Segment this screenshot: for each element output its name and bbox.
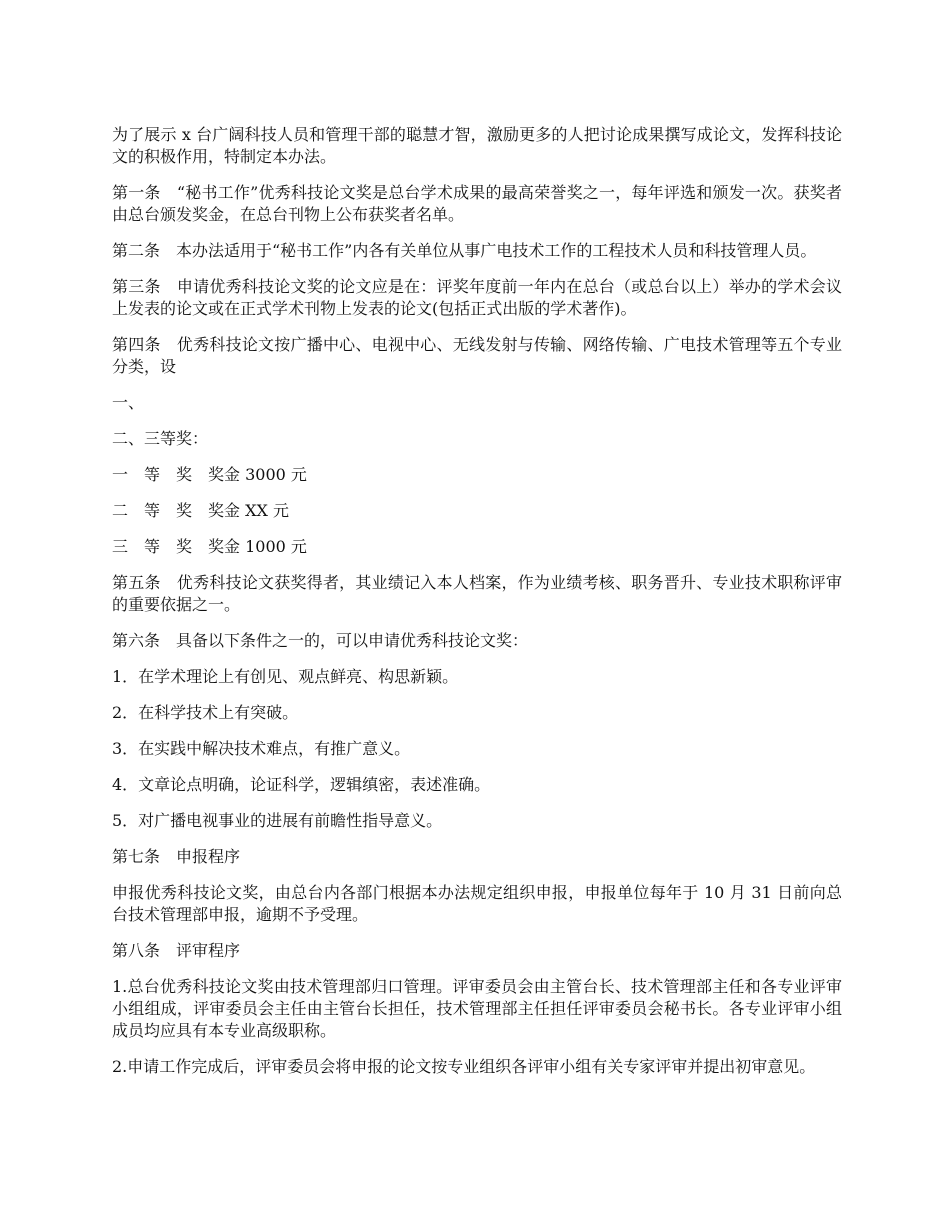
condition-5: 5．对广播电视事业的进展有前瞻性指导意义。 [112, 811, 443, 830]
award-level-heading-2: 二、三等奖： [112, 429, 209, 448]
article-8-heading: 第八条 评审程序 [112, 941, 241, 960]
first-prize-line: 一 等 奖 奖金 3000 元 [112, 465, 307, 484]
condition-3: 3．在实践中解决技术难点，有推广意义。 [112, 739, 411, 758]
article-1: 第一条 “秘书工作”优秀科技论文奖是总台学术成果的最高荣誉奖之一，每年评选和颁发一次。获奖者由总台颁发奖金，在总台刊物上公布获奖者名单。 [112, 183, 842, 224]
article-6: 第六条 具备以下条件之一的，可以申请优秀科技论文奖： [112, 631, 529, 650]
second-prize-line: 二 等 奖 奖金 XX 元 [112, 501, 289, 520]
award-level-heading-1: 一、 [112, 393, 145, 412]
document-body [112, 124, 842, 1092]
article-7-heading: 第七条 申报程序 [112, 847, 241, 866]
condition-4: 4．文章论点明确，论证科学，逻辑缜密，表述准确。 [112, 775, 491, 794]
third-prize-line: 三 等 奖 奖金 1000 元 [112, 537, 307, 556]
article-8-item-1: 1.总台优秀科技论文奖由技术管理部归口管理。评审委员会由主管台长、技术管理部主任和各专业评审小组组成，评审委员会主任由主管台长担任，技术管理部主任担任评审委员会秘书长。各专业评审小组成员均应具有本专业高级职称。 [112, 977, 842, 1040]
article-8-item-2: 2.申请工作完成后，评审委员会将申报的论文按专业组织各评审小组有关专家评审并提出初审意见。 [112, 1057, 816, 1076]
condition-2: 2．在科学技术上有突破。 [112, 703, 299, 722]
article-7-body: 申报优秀科技论文奖，由总台内各部门根据本办法规定组织申报，申报单位每年于 10 月 31 日前向总台技术管理部申报，逾期不予受理。 [112, 883, 842, 924]
article-2: 第二条 本办法适用于“秘书工作”内各有关单位从事广电技术工作的工程技术人员和科技管理人员。 [112, 241, 817, 260]
intro-paragraph: 为了展示 x 台广阔科技人员和管理干部的聪慧才智，激励更多的人把讨论成果撰写成论文，发挥科技论文的积极作用，特制定本办法。 [112, 125, 842, 166]
article-3: 第三条 申请优秀科技论文奖的论文应是在：评奖年度前一年内在总台（或总台以上）举办的学术会议上发表的论文或在正式学术刊物上发表的论文(包括正式出版的学术著作)。 [112, 277, 842, 318]
article-4: 第四条 优秀科技论文按广播中心、电视中心、无线发射与传输、网络传输、广电技术管理等五个专业分类，设 [112, 335, 842, 376]
article-5: 第五条 优秀科技论文获奖得者，其业绩记入本人档案，作为业绩考核、职务晋升、专业技术职称评审的重要依据之一。 [112, 573, 842, 614]
condition-1: 1．在学术理论上有创见、观点鲜亮、构思新颖。 [112, 667, 459, 686]
